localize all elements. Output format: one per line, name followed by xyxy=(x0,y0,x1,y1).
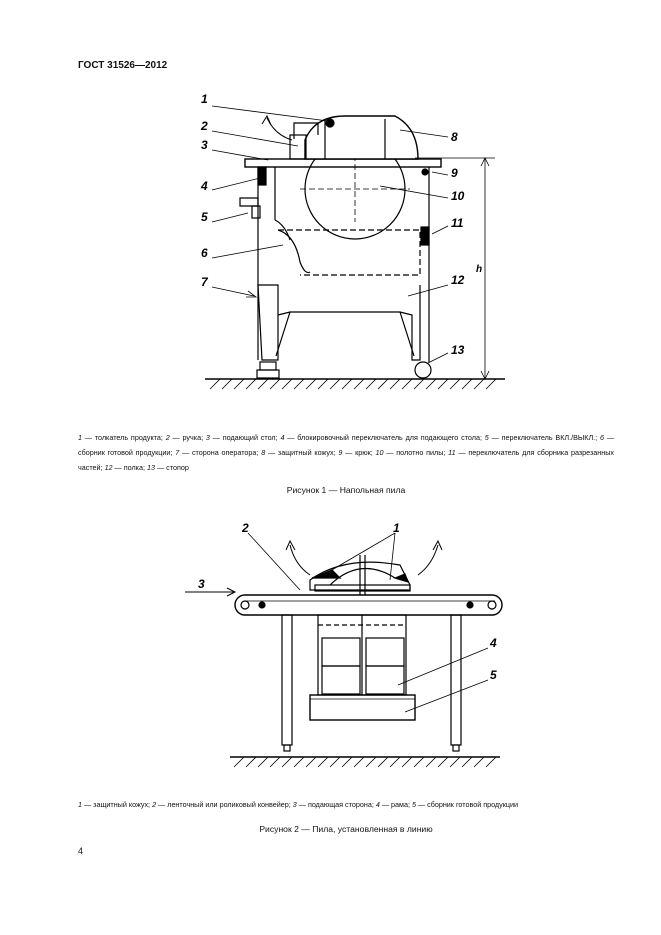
legend2-t1: — защитный кожух; xyxy=(82,800,153,809)
legend1-n5: 5 xyxy=(484,433,489,442)
figure-1-legend xyxy=(78,430,614,475)
legend1-t2: — ручка; xyxy=(169,433,206,442)
legend1-n10: 10 xyxy=(375,448,384,457)
legend1-t6: — сборник готовой продукции; xyxy=(78,433,615,457)
figure-2-legend xyxy=(78,797,618,812)
fig1-label-7: 7 xyxy=(201,275,208,289)
legend2-t2: — ленточный или роликовый конвейер; xyxy=(156,800,293,809)
fig1-label-12: 12 xyxy=(451,273,465,287)
legend1-t5: — переключатель ВКЛ./ВЫКЛ.; xyxy=(488,433,600,442)
figure-1-drawing xyxy=(0,80,661,410)
fig1-label-9: 9 xyxy=(451,166,458,180)
fig1-label-10: 10 xyxy=(451,189,465,203)
fig1-label-1: 1 xyxy=(201,92,208,106)
fig1-label-4: 4 xyxy=(201,179,208,193)
legend1-n8: 8 xyxy=(261,448,266,457)
legend2-n2: 2 xyxy=(152,800,157,809)
legend1-n2: 2 xyxy=(165,433,170,442)
fig2-label-3: 3 xyxy=(198,577,205,591)
fig1-label-11: 11 xyxy=(451,216,464,230)
legend1-n3: 3 xyxy=(205,433,210,442)
fig2-label-5: 5 xyxy=(490,668,497,682)
fig1-label-8: 8 xyxy=(451,130,458,144)
legend1-n6: 6 xyxy=(600,433,604,442)
fig2-label-2: 2 xyxy=(242,521,249,535)
fig1-label-3: 3 xyxy=(201,138,208,152)
legend2-n5: 5 xyxy=(411,800,416,809)
legend2-n4: 4 xyxy=(375,800,380,809)
legend1-n11: 11 xyxy=(448,448,456,457)
dimension-h: h xyxy=(476,264,483,275)
legend1-t12: — полка; xyxy=(112,463,147,472)
page-number: 4 xyxy=(78,846,84,856)
legend1-t11: — переключатель для сборника разрезанных частей; xyxy=(78,448,614,472)
legend1-t9: — крюк; xyxy=(342,448,376,457)
legend1-t4: — блокировочный переключатель для подающего стола; xyxy=(284,433,485,442)
fig1-label-2: 2 xyxy=(201,119,208,133)
legend1-t8: — защитный кожух; xyxy=(265,448,339,457)
figure-1-caption: Рисунок 1 — Напольная пила xyxy=(286,485,406,495)
legend1-n13: 13 xyxy=(146,463,155,472)
legend2-n3: 3 xyxy=(292,800,297,809)
fig1-label-6: 6 xyxy=(201,246,208,260)
legend1-t13: — стопор xyxy=(154,463,189,472)
fig2-label-1: 1 xyxy=(393,521,400,535)
fig1-label-5: 5 xyxy=(201,210,208,224)
legend1-n12: 12 xyxy=(104,463,113,472)
legend1-n4: 4 xyxy=(280,433,285,442)
legend1-t3: — подающий стол; xyxy=(209,433,281,442)
legend1-t7: — сторона оператора; xyxy=(179,448,262,457)
legend2-t4: — рама; xyxy=(379,800,412,809)
standard-header: ГОСТ 31526—2012 xyxy=(78,60,168,71)
fig1-label-13: 13 xyxy=(451,343,465,357)
legend1-n9: 9 xyxy=(338,448,343,457)
legend1-n7: 7 xyxy=(175,448,180,457)
legend1-t10: — полотно пилы; xyxy=(383,448,449,457)
fig2-label-4: 4 xyxy=(490,636,497,650)
legend1-n1: 1 xyxy=(78,433,82,442)
legend2-n1: 1 xyxy=(78,800,82,809)
figure-2-caption: Рисунок 2 — Пила, установленная в линию xyxy=(259,824,433,834)
legend2-t3: — подающая сторона; xyxy=(296,800,376,809)
legend2-t5: — сборник готовой продукции xyxy=(415,800,519,809)
legend1-t1: — толкатель продукта; xyxy=(82,433,166,442)
figure-2-drawing xyxy=(0,510,661,780)
